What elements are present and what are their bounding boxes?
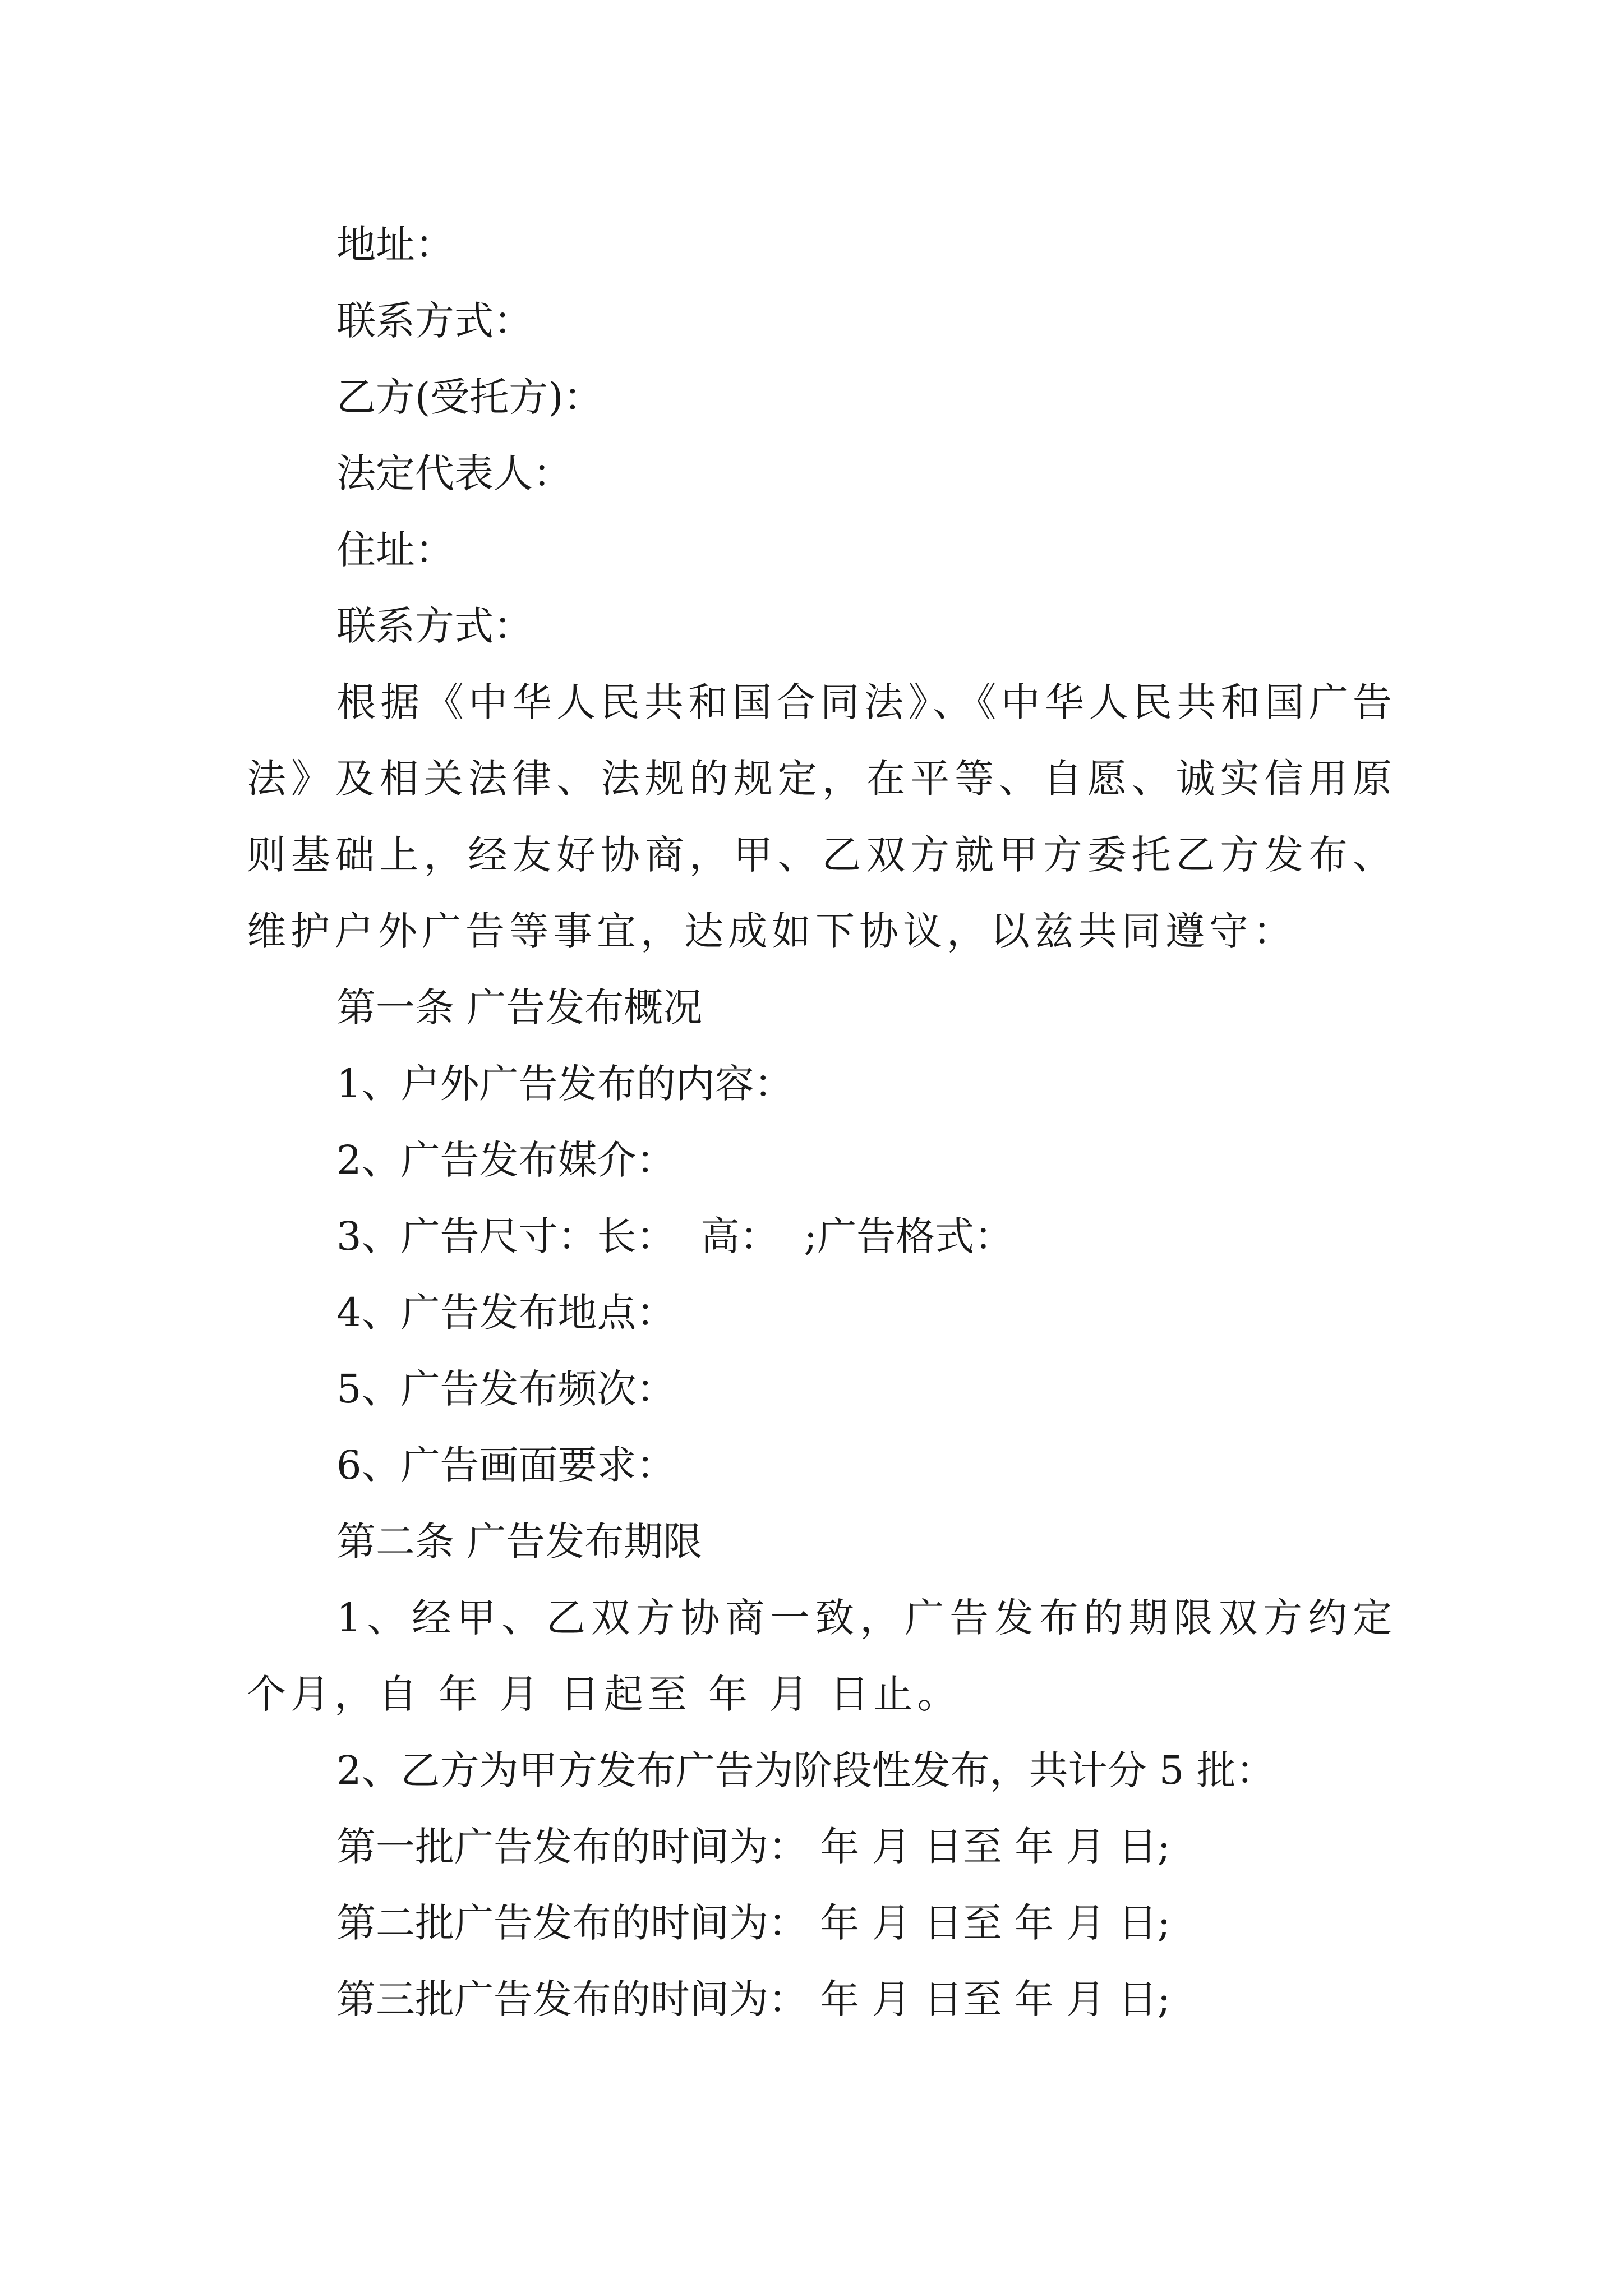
preamble-paragraph: 根据《中华人民共和国合同法》、《中华人民共和国广告法》及相关法律、法规的规定，在平等、自愿、诚实信用原则基础上，经友好协商，甲、乙双方就甲方委托乙方发布、维护户外广告等事宜，达成如下协议，以兹共同遵守：: [247, 679, 1396, 954]
contact-line-b: 联系方式：: [336, 603, 533, 649]
address-line: 地址：: [336, 222, 454, 268]
article-1-item-1: 1、户外广告发布的内容：: [336, 1061, 794, 1107]
article-1-item-5: 5、广告发布频次：: [336, 1366, 676, 1412]
article-2-item-1: 1、经甲、乙双方协商一致，广告发布的期限双方约定 个月，自 年 月 日起至 年 月 日止。: [247, 1595, 1414, 1717]
article-2-item-2: 2、乙方为甲方发布广告为阶段性发布，共计分 5 批：: [336, 1747, 1275, 1793]
legal-representative-line: 法定代表人：: [336, 450, 572, 496]
batch-3-line: 第三批广告发布的时间为： 年 月 日至 年 月 日;: [336, 1976, 1171, 2022]
party-b-line: 乙方(受托方)：: [336, 374, 603, 420]
article-1-item-3: 3、广告尺寸：长： 高： ;广告格式：: [336, 1213, 1014, 1259]
article-1-item-6: 6、广告画面要求：: [336, 1442, 676, 1488]
contact-line: 联系方式：: [336, 298, 533, 344]
document-body: [247, 206, 1414, 2037]
article-1-heading: 第一条 广告发布概况: [336, 984, 703, 1030]
residence-line: 住址：: [336, 527, 454, 573]
article-1-item-2: 2、广告发布媒介：: [336, 1137, 676, 1183]
article-1-item-4: 4、广告发布地点：: [336, 1290, 676, 1336]
article-2-heading: 第二条 广告发布期限: [336, 1519, 703, 1565]
batch-1-line: 第一批广告发布的时间为： 年 月 日至 年 月 日;: [336, 1824, 1171, 1870]
batch-2-line: 第二批广告发布的时间为： 年 月 日至 年 月 日;: [336, 1900, 1171, 1946]
